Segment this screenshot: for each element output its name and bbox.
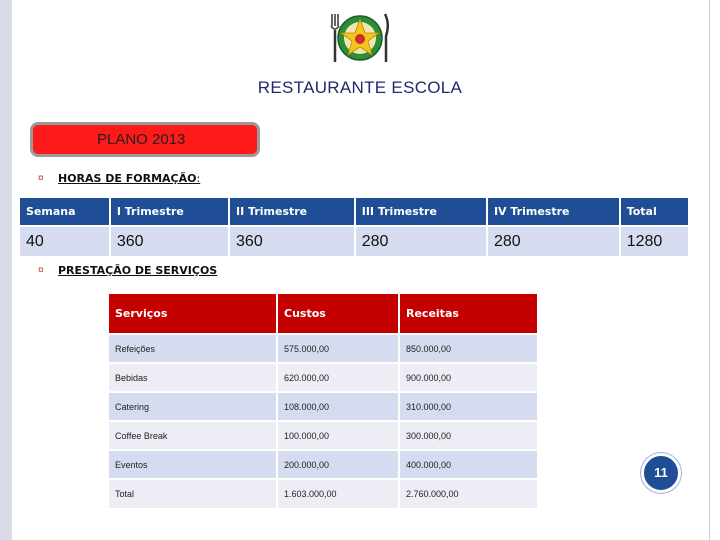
hours-cell: 280 xyxy=(355,226,487,256)
table-row xyxy=(20,226,689,256)
hours-header: Total xyxy=(620,198,689,226)
service-name: Refeições xyxy=(109,334,277,363)
logo xyxy=(326,10,392,66)
plan-badge: PLANO 2013 xyxy=(30,122,260,157)
table-row xyxy=(109,421,538,450)
hours-cell: 360 xyxy=(229,226,355,256)
table-row xyxy=(109,363,538,392)
service-name: Bebidas xyxy=(109,363,277,392)
services-header: Receitas xyxy=(399,294,538,334)
hours-header: IV Trimestre xyxy=(487,198,620,226)
service-revenue: 300.000,00 xyxy=(399,421,538,450)
section-services-label: PRESTAÇÃO DE SERVIÇOS xyxy=(58,264,218,277)
service-name: Total xyxy=(109,479,277,508)
hours-cell: 280 xyxy=(487,226,620,256)
hours-cell: 1280 xyxy=(620,226,689,256)
service-cost: 100.000,00 xyxy=(277,421,399,450)
service-name: Coffee Break xyxy=(109,421,277,450)
service-revenue: 2.760.000,00 xyxy=(399,479,538,508)
hours-header: I Trimestre xyxy=(110,198,229,226)
table-row xyxy=(109,334,538,363)
table-row xyxy=(109,450,538,479)
page-number-badge: 11 xyxy=(641,453,681,493)
bullet-icon: ¤ xyxy=(38,265,44,276)
table-row xyxy=(109,479,538,508)
hours-header: III Trimestre xyxy=(355,198,487,226)
hours-cell: 360 xyxy=(110,226,229,256)
service-revenue: 850.000,00 xyxy=(399,334,538,363)
service-name: Eventos xyxy=(109,450,277,479)
service-cost: 108.000,00 xyxy=(277,392,399,421)
hours-cell: 40 xyxy=(20,226,110,256)
hours-header: Semana xyxy=(20,198,110,226)
services-table xyxy=(109,294,539,508)
service-cost: 200.000,00 xyxy=(277,450,399,479)
services-header: Custos xyxy=(277,294,399,334)
table-row xyxy=(109,392,538,421)
hours-table xyxy=(20,198,690,256)
services-header: Serviços xyxy=(109,294,277,334)
section-hours-label: HORAS DE FORMAÇÃO: xyxy=(58,172,201,185)
service-revenue: 400.000,00 xyxy=(399,450,538,479)
service-cost: 620.000,00 xyxy=(277,363,399,392)
service-revenue: 900.000,00 xyxy=(399,363,538,392)
service-cost: 1.603.000,00 xyxy=(277,479,399,508)
service-cost: 575.000,00 xyxy=(277,334,399,363)
star-emblem-icon xyxy=(326,10,392,66)
bullet-icon: ¤ xyxy=(38,173,44,184)
hours-header: II Trimestre xyxy=(229,198,355,226)
service-name: Catering xyxy=(109,392,277,421)
service-revenue: 310.000,00 xyxy=(399,392,538,421)
page-title: RESTAURANTE ESCOLA xyxy=(257,78,463,97)
